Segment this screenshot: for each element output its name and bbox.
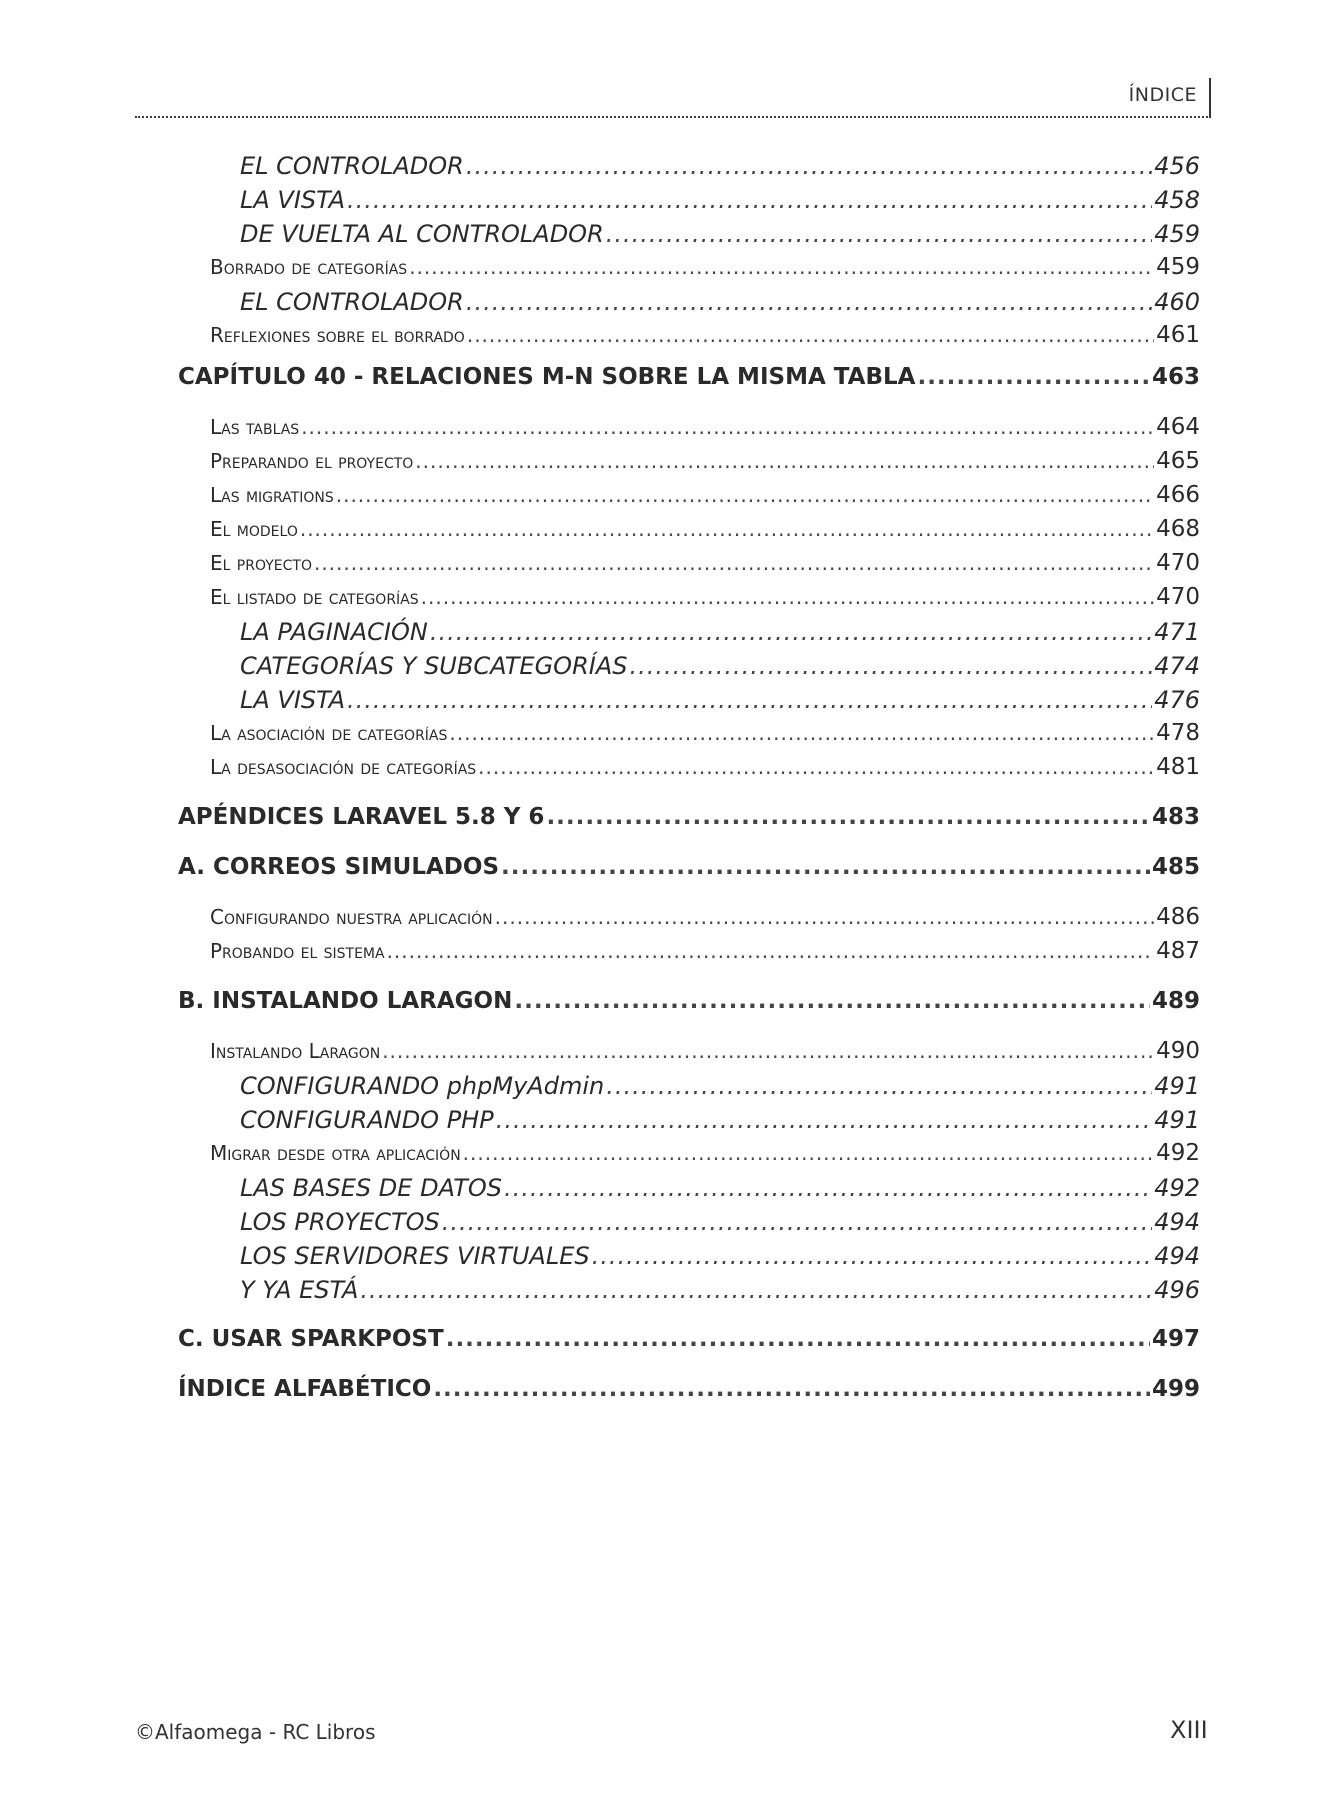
toc-entry: [178, 1140, 1200, 1174]
toc-page: 456: [1154, 152, 1200, 180]
toc-page: 491: [1154, 1072, 1200, 1100]
toc-entry: [178, 448, 1200, 482]
toc-label: EL CONTROLADOR: [240, 288, 464, 316]
toc-chapter-entry: [178, 1376, 1200, 1410]
leader-dots: [421, 585, 1154, 609]
page-number: XIII: [1170, 1716, 1208, 1744]
toc-label: LAS BASES DE DATOS: [240, 1174, 503, 1202]
toc-entry: [178, 1106, 1200, 1140]
toc-page: 494: [1154, 1242, 1200, 1270]
leader-dots: [300, 517, 1154, 541]
toc-page: 490: [1156, 1038, 1200, 1064]
toc-label: La desasociación de categorías: [210, 755, 477, 779]
leader-dots: [347, 686, 1152, 714]
toc-entry: [178, 938, 1200, 972]
header-title: ÍNDICE: [1128, 84, 1197, 106]
toc-entry: [178, 1174, 1200, 1208]
toc-label: LOS PROYECTOS: [240, 1208, 440, 1236]
toc-page: 483: [1151, 804, 1200, 830]
toc-entry: [178, 220, 1200, 254]
leader-dots: [387, 939, 1155, 963]
toc-page: 471: [1154, 618, 1200, 646]
leader-dots: [463, 1141, 1154, 1165]
toc-entry: [178, 618, 1200, 652]
toc-entry: [178, 550, 1200, 584]
toc-entry: [178, 1276, 1200, 1310]
leader-dots: [504, 1174, 1152, 1202]
toc-entry: [178, 1072, 1200, 1106]
leader-dots: [606, 220, 1152, 248]
toc-label: EL CONTROLADOR: [240, 152, 464, 180]
leader-dots: [495, 905, 1154, 929]
toc-page: 485: [1151, 854, 1200, 880]
leader-dots: [301, 415, 1154, 439]
leader-dots: [917, 364, 1150, 390]
toc-page: 466: [1156, 482, 1200, 508]
toc-label: Configurando nuestra aplicación: [210, 905, 493, 929]
toc-entry: [178, 584, 1200, 618]
toc-page: 476: [1154, 686, 1200, 714]
toc-page: 491: [1154, 1106, 1200, 1134]
toc-entry: [178, 482, 1200, 516]
leader-dots: [314, 551, 1154, 575]
toc-chapter-entry: [178, 988, 1200, 1022]
toc-page: 499: [1151, 1376, 1200, 1402]
toc-entry: [178, 1242, 1200, 1276]
toc-label: CATEGORÍAS Y SUBCATEGORÍAS: [240, 652, 628, 680]
leader-dots: [415, 449, 1154, 473]
toc-page: 468: [1156, 516, 1200, 542]
toc-entry: [178, 754, 1200, 788]
leader-dots: [514, 988, 1150, 1014]
toc-label: LA VISTA: [240, 186, 346, 214]
toc-page: 464: [1156, 414, 1200, 440]
toc-chapter-entry: [178, 804, 1200, 838]
leader-dots: [430, 618, 1152, 646]
leader-dots: [442, 1208, 1152, 1236]
toc-label: ÍNDICE ALFABÉTICO: [178, 1376, 432, 1402]
toc-label: Las tablas: [210, 415, 300, 439]
toc-label: Preparando el proyecto: [210, 449, 414, 473]
toc-page: 494: [1154, 1208, 1200, 1236]
toc-page: 460: [1154, 288, 1200, 316]
toc-entry: [178, 720, 1200, 754]
toc-page: 470: [1156, 550, 1200, 576]
toc-page: 487: [1156, 938, 1200, 964]
toc-entry: [178, 686, 1200, 720]
toc-label: Y YA ESTÁ: [240, 1276, 359, 1304]
leader-dots: [466, 288, 1152, 316]
toc-entry: [178, 652, 1200, 686]
toc-entry: [178, 1038, 1200, 1072]
toc-chapter-entry: [178, 1326, 1200, 1360]
running-header: [135, 78, 1211, 118]
toc-chapter-entry: [178, 854, 1200, 888]
toc-entry: [178, 186, 1200, 220]
leader-dots: [496, 1106, 1153, 1134]
toc-label: Migrar desde otra aplicación: [210, 1141, 461, 1165]
toc-page: 492: [1156, 1140, 1200, 1166]
leader-dots: [360, 1276, 1152, 1304]
leader-dots: [501, 854, 1150, 880]
leader-dots: [347, 186, 1152, 214]
toc-entry: [178, 904, 1200, 938]
toc-label: LA VISTA: [240, 686, 346, 714]
toc-label: La asociación de categorías: [210, 721, 448, 745]
toc-label: A. CORREOS SIMULADOS: [178, 854, 500, 880]
toc-label: C. USAR SPARKPOST: [178, 1326, 444, 1352]
toc-label: DE VUELTA AL CONTROLADOR: [240, 220, 604, 248]
leader-dots: [478, 755, 1154, 779]
toc-label: Borrado de categorías: [210, 255, 408, 279]
toc-label: El listado de categorías: [210, 585, 419, 609]
table-of-contents: [178, 152, 1200, 1410]
toc-label: Las migrations: [210, 483, 334, 507]
toc-label: Probando el sistema: [210, 939, 385, 963]
leader-dots: [409, 255, 1154, 279]
leader-dots: [466, 152, 1152, 180]
toc-entry: [178, 516, 1200, 550]
toc-page: 481: [1156, 754, 1200, 780]
toc-page: 459: [1156, 254, 1200, 280]
toc-page: 497: [1151, 1326, 1200, 1352]
toc-page: 461: [1156, 322, 1200, 348]
toc-label: CAPÍTULO 40 - RELACIONES M-N SOBRE LA MISMA TABLA: [178, 364, 916, 390]
toc-entry: [178, 288, 1200, 322]
toc-label: El modelo: [210, 517, 298, 541]
publisher-credit: ©Alfaomega - RC Libros: [135, 1720, 376, 1744]
toc-page: 465: [1156, 448, 1200, 474]
toc-chapter-entry: [178, 364, 1200, 398]
leader-dots: [449, 721, 1154, 745]
toc-label: LA PAGINACIÓN: [240, 618, 428, 646]
toc-label: El proyecto: [210, 551, 312, 575]
toc-label: LOS SERVIDORES VIRTUALES: [240, 1242, 590, 1270]
leader-dots: [629, 652, 1152, 680]
leader-dots: [467, 323, 1154, 347]
toc-page: 459: [1154, 220, 1200, 248]
toc-label: CONFIGURANDO PHP: [240, 1106, 494, 1134]
toc-entry: [178, 254, 1200, 288]
leader-dots: [433, 1376, 1150, 1402]
toc-page: 489: [1151, 988, 1200, 1014]
toc-page: 492: [1154, 1174, 1200, 1202]
leader-dots: [546, 804, 1150, 830]
leader-dots: [606, 1072, 1152, 1100]
leader-dots: [382, 1039, 1154, 1063]
toc-label: Reflexiones sobre el borrado: [210, 323, 465, 347]
toc-entry: [178, 1208, 1200, 1242]
toc-page: 463: [1151, 364, 1200, 390]
toc-entry: [178, 414, 1200, 448]
toc-page: 470: [1156, 584, 1200, 610]
toc-page: 474: [1154, 652, 1200, 680]
leader-dots: [336, 483, 1154, 507]
toc-entry: [178, 322, 1200, 356]
toc-page: 486: [1156, 904, 1200, 930]
toc-page: 458: [1154, 186, 1200, 214]
leader-dots: [446, 1326, 1150, 1352]
toc-label: Instalando Laragon: [210, 1039, 381, 1063]
toc-page: 496: [1154, 1276, 1200, 1304]
toc-entry: [178, 152, 1200, 186]
toc-label: B. INSTALANDO LARAGON: [178, 988, 513, 1014]
toc-label: APÉNDICES LARAVEL 5.8 Y 6: [178, 804, 545, 830]
header-rule: [1209, 78, 1211, 118]
toc-page: 478: [1156, 720, 1200, 746]
leader-dots: [592, 1242, 1153, 1270]
toc-label: CONFIGURANDO phpMyAdmin: [240, 1072, 605, 1100]
